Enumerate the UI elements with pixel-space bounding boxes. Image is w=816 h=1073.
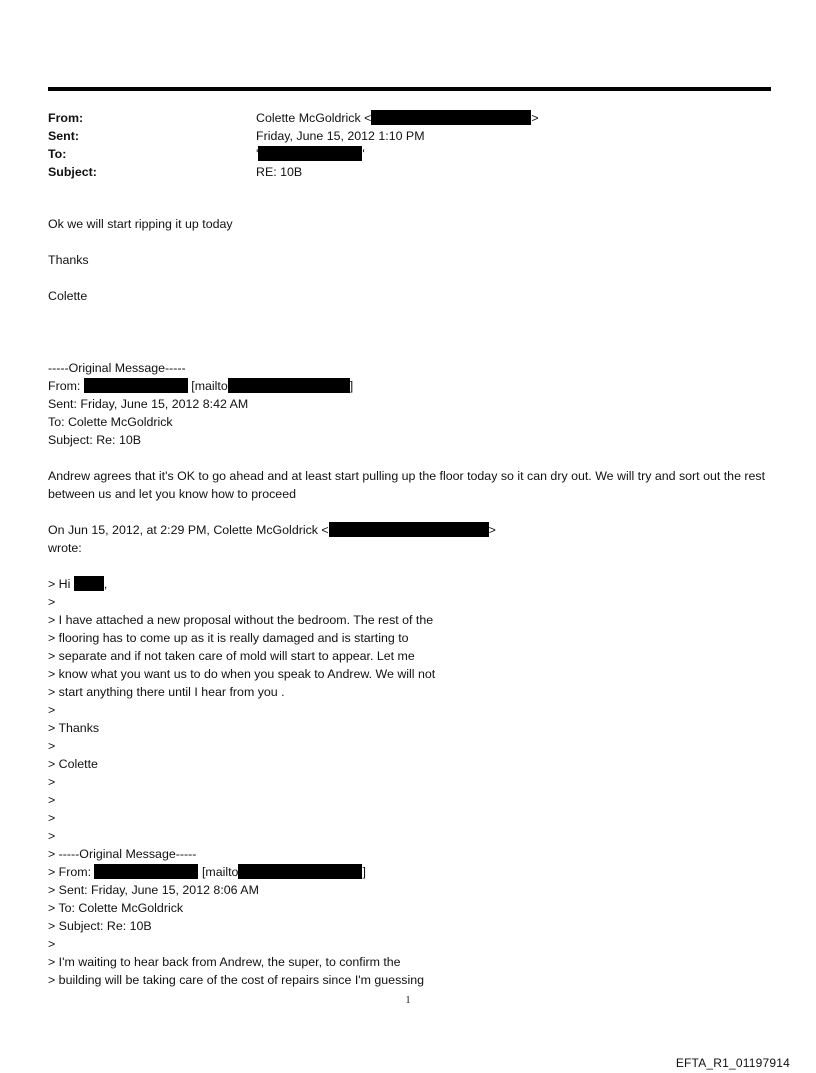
quoted-thanks: > Thanks	[48, 721, 100, 735]
wrote-line: wrote:	[48, 541, 82, 555]
to-open: '	[256, 147, 259, 161]
original-body: Andrew agrees that it's OK to go ahead and at least start pulling up the floor today so it can dry out. We will try and sort out the rest between us and let you know how to proceed	[48, 469, 766, 501]
original-marker: -----Original Message-----	[48, 361, 186, 375]
quoted-blank: >	[48, 775, 56, 789]
redaction-block	[228, 378, 350, 393]
to-value	[256, 145, 365, 163]
quoted-line: > I have attached a new proposal without the bedroom. The rest of the	[48, 613, 434, 627]
on-date-prefix: On Jun 15, 2012, at 2:29 PM, Colette McGoldrick <	[48, 523, 329, 537]
redaction-block	[258, 146, 365, 161]
quoted-hi	[48, 575, 778, 593]
original-from	[48, 377, 778, 395]
redaction-block	[238, 864, 362, 879]
sent-label: Sent:	[48, 129, 79, 143]
quoted-blank: >	[48, 793, 56, 807]
quoted-from-label: > From:	[48, 865, 92, 879]
redaction-block	[94, 864, 198, 879]
original-message-1	[48, 359, 778, 989]
on-date-line	[48, 521, 778, 539]
mailto-close: ]	[349, 379, 354, 393]
quoted-mailto-label: [mailto	[201, 865, 239, 879]
sent-row	[48, 127, 768, 145]
redaction-block	[84, 378, 188, 393]
quoted-line: > know what you want us to do when you speak to Andrew. We will not	[48, 667, 436, 681]
redaction-block	[329, 522, 489, 537]
from-close: >	[531, 111, 539, 125]
quoted-mailto-close: ]	[362, 865, 366, 879]
from-row	[48, 109, 768, 127]
quoted-blank: >	[48, 811, 56, 825]
quoted-hi-comma: ,	[103, 577, 108, 591]
to-close: '	[362, 147, 365, 161]
page-number: 1	[405, 995, 411, 1006]
email-header	[48, 109, 768, 181]
subject-label: Subject:	[48, 165, 97, 179]
quoted-line: > separate and if not taken care of mold will start to appear. Let me	[48, 649, 415, 663]
quoted-sent: > Sent: Friday, June 15, 2012 8:06 AM	[48, 883, 259, 897]
to-row	[48, 145, 768, 163]
reply-body	[48, 215, 778, 305]
sent-value: Friday, June 15, 2012 1:10 PM	[256, 129, 425, 143]
to-label: To:	[48, 147, 67, 161]
quoted-blank: >	[48, 739, 56, 753]
document-id: EFTA_R1_01197914	[675, 1056, 790, 1070]
quoted-blank: >	[48, 703, 56, 717]
quoted-blank: >	[48, 595, 56, 609]
original-subject: Subject: Re: 10B	[48, 433, 141, 447]
subject-row	[48, 163, 768, 181]
from-name: Colette McGoldrick <	[256, 111, 372, 125]
quoted-to: > To: Colette McGoldrick	[48, 901, 184, 915]
on-date-close: >	[488, 523, 496, 537]
quoted-hi-text: > Hi	[48, 577, 71, 591]
original-to: To: Colette McGoldrick	[48, 415, 173, 429]
from-label: From:	[48, 111, 84, 125]
quoted-blank: >	[48, 829, 56, 843]
from-value	[256, 109, 539, 127]
reply-signature: Colette	[48, 289, 88, 303]
redaction-block	[371, 110, 531, 125]
quoted-from	[48, 863, 778, 881]
redaction-block	[74, 576, 104, 591]
mailto-label: [mailto	[191, 379, 228, 393]
quoted-line: > start anything there until I hear from you .	[48, 685, 285, 699]
quoted-signature: > Colette	[48, 757, 98, 771]
quoted-line: > building will be taking care of the cost of repairs since I'm guessing	[48, 973, 425, 987]
quoted-line: > flooring has to come up as it is really damaged and is starting to	[48, 631, 409, 645]
quoted-blank: >	[48, 937, 56, 951]
subject-value: RE: 10B	[256, 165, 303, 179]
quoted-line: > I'm waiting to hear back from Andrew, the super, to confirm the	[48, 955, 401, 969]
quoted-marker: > -----Original Message-----	[48, 847, 197, 861]
header-rule	[48, 87, 771, 91]
original-from-label: From:	[48, 379, 81, 393]
original-sent: Sent: Friday, June 15, 2012 8:42 AM	[48, 397, 249, 411]
reply-line: Ok we will start ripping it up today	[48, 217, 233, 231]
quoted-subject: > Subject: Re: 10B	[48, 919, 152, 933]
reply-thanks: Thanks	[48, 253, 89, 267]
